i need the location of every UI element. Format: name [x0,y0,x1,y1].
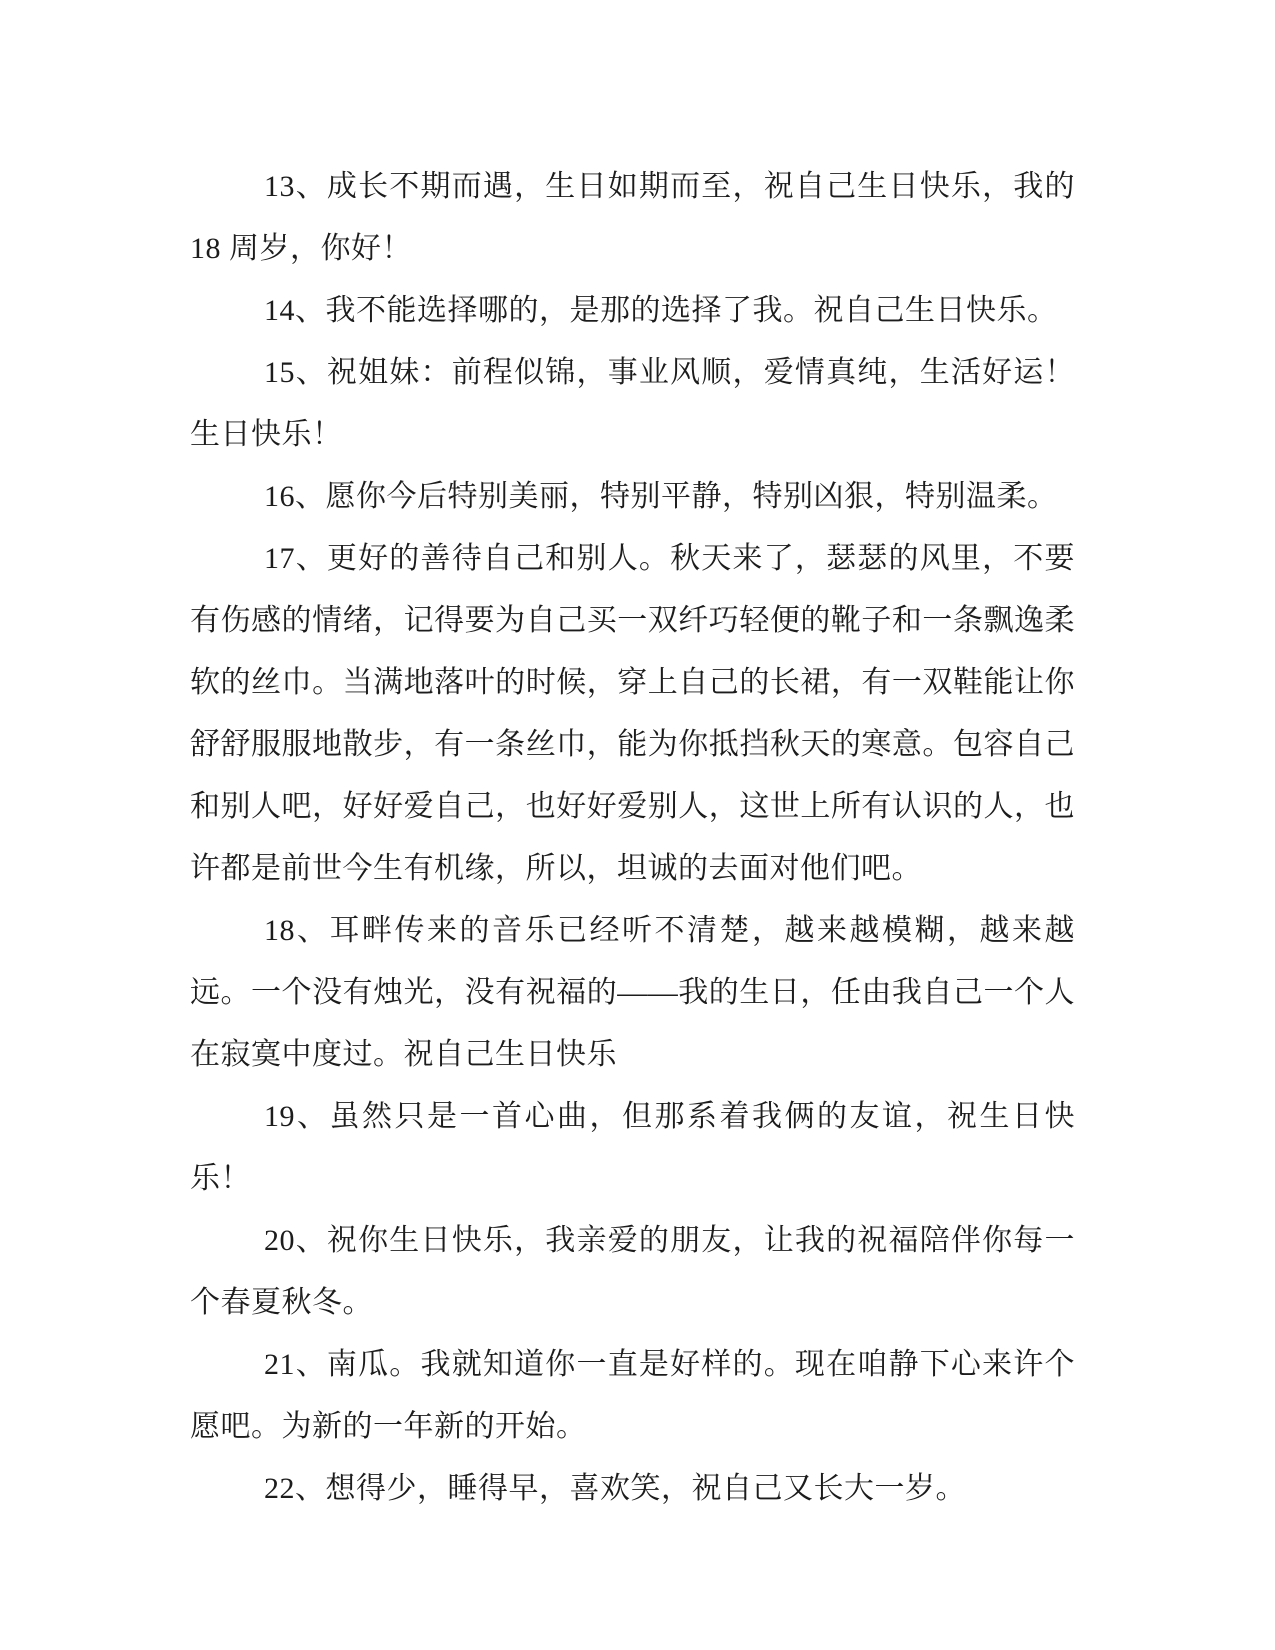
paragraph: 13、成长不期而遇，生日如期而至，祝自己生日快乐，我的 18 周岁，你好！ [190,170,1075,265]
paragraph: 22、想得少，睡得早，喜欢笑，祝自己又长大一岁。 [264,1472,966,1505]
document-body [190,156,1075,1520]
paragraph: 16、愿你今后特别美丽，特别平静，特别凶狠，特别温柔。 [264,480,1058,513]
paragraph: 20、祝你生日快乐，我亲爱的朋友，让我的祝福陪伴你每一个春夏秋冬。 [190,1224,1075,1319]
paragraph: 15、祝姐妹：前程似锦，事业风顺，爱情真纯，生活好运！生日快乐！ [190,356,1075,451]
paragraph: 17、更好的善待自己和别人。秋天来了，瑟瑟的风里，不要有伤感的情绪，记得要为自己买一双纤巧轻便的靴子和一条飘逸柔软的丝巾。当满地落叶的时候，穿上自己的长裙，有一双鞋能让你舒舒服服地散步，有一条丝巾，能为你抵挡秋天的寒意。包容自己和别人吧，好好爱自己，也好好爱别人，这世上所有认识的人，也许都是前世今生有机缘，所以，坦诚的去面对他们吧。 [190,542,1075,885]
paragraph: 19、虽然只是一首心曲，但那系着我俩的友谊，祝生日快乐！ [190,1100,1075,1195]
paragraph: 14、我不能选择哪的，是那的选择了我。祝自己生日快乐。 [264,294,1058,327]
paragraph: 21、南瓜。我就知道你一直是好样的。现在咱静下心来许个愿吧。为新的一年新的开始。 [190,1348,1075,1443]
paragraph: 18、耳畔传来的音乐已经听不清楚，越来越模糊，越来越远。一个没有烛光，没有祝福的——我的生日，任由我自己一个人在寂寞中度过。祝自己生日快乐 [190,914,1075,1071]
